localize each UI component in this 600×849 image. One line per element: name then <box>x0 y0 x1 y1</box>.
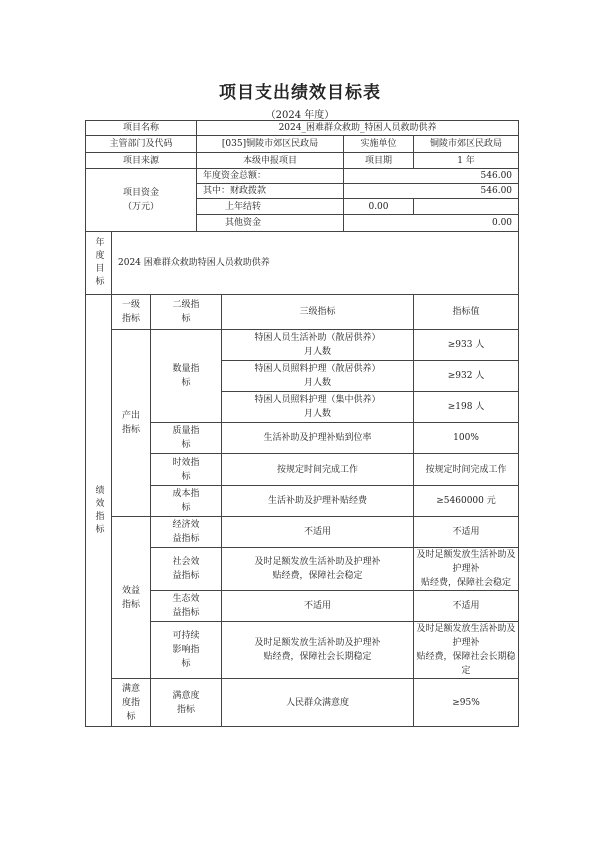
funds-row-value: 0.00 <box>344 199 414 215</box>
value-header: 指标值 <box>414 295 519 330</box>
output-label: 产出 指标 <box>112 330 151 517</box>
indicator-name: 及时足额发放生活补助及护理补 贴经费，保障社会稳定 <box>222 548 414 591</box>
satisfaction-sub-label: 满意度 指标 <box>151 679 222 727</box>
level3-header: 三级指标 <box>222 295 414 330</box>
indicator-name: 不适用 <box>222 591 414 622</box>
indicator-value: ≥95% <box>414 679 519 727</box>
time-label: 时效指 标 <box>151 454 222 486</box>
indicator-value: 不适用 <box>414 591 519 622</box>
project-name-value: 2024_困难群众救助_特困人员救助供养 <box>197 121 519 136</box>
benefit-label: 效益 指标 <box>112 517 151 679</box>
quantity-label: 数量指 标 <box>151 330 222 423</box>
dept-value: [035]铜陵市郊区民政局 <box>197 136 344 153</box>
funds-row-value: 546.00 <box>344 169 519 184</box>
source-value: 本级申报项目 <box>197 153 344 169</box>
satisfaction-label: 满意 度指 标 <box>112 679 151 727</box>
page-title: 项目支出绩效目标表 <box>219 83 381 103</box>
indicator-name: 按规定时间完成工作 <box>222 454 414 486</box>
indicators-section-label: 绩效指标 <box>86 295 112 727</box>
indicator-value: ≥5460000 元 <box>414 486 519 517</box>
indicator-name: 生活补助及护理补贴到位率 <box>222 423 414 454</box>
performance-table <box>85 120 519 727</box>
impl-value: 铜陵市郊区民政局 <box>414 136 519 153</box>
level2-header: 二级指 标 <box>151 295 222 330</box>
indicator-value: ≥198 人 <box>414 392 519 423</box>
cost-label: 成本指 标 <box>151 486 222 517</box>
dept-label: 主管部门及代码 <box>86 136 197 153</box>
page-subtitle: （2024 年度） <box>265 110 335 121</box>
social-label: 社会效 益指标 <box>151 548 222 591</box>
funds-row-label: 上年结转 <box>197 199 344 215</box>
period-value: 1 年 <box>414 153 519 169</box>
indicator-name: 特困人员生活补助（散居供养） 月人数 <box>222 330 414 361</box>
indicator-value: 100% <box>414 423 519 454</box>
annual-goal-text: 2024 困难群众救助特困人员救助供养 <box>112 232 519 295</box>
impl-label: 实施单位 <box>344 136 414 153</box>
indicator-value: 及时足额发放生活补助及护理补 贴经费，保障社会稳定 <box>414 548 519 591</box>
period-label: 项目期 <box>344 153 414 169</box>
indicator-name: 不适用 <box>222 517 414 548</box>
funds-row-label: 其中：财政拨款 <box>197 184 344 199</box>
indicator-value: ≥932 人 <box>414 361 519 392</box>
economic-label: 经济效 益指标 <box>151 517 222 548</box>
indicator-name: 特困人员照料护理（散居供养） 月人数 <box>222 361 414 392</box>
indicator-name: 特困人员照料护理（集中供养） 月人数 <box>222 392 414 423</box>
funds-row-value: 546.00 <box>344 184 519 199</box>
indicator-value: 按规定时间完成工作 <box>414 454 519 486</box>
eco-label: 生态效 益指标 <box>151 591 222 622</box>
annual-goal-label: 年度目标 <box>86 232 112 295</box>
indicator-name: 人民群众满意度 <box>222 679 414 727</box>
level1-header: 一级 指标 <box>112 295 151 330</box>
project-name-label: 项目名称 <box>86 121 197 136</box>
indicator-value: 及时足额发放生活补助及护理补 贴经费，保障社会长期稳定 <box>414 622 519 679</box>
funds-row-value: 0.00 <box>344 215 519 232</box>
indicator-value: 不适用 <box>414 517 519 548</box>
quality-label: 质量指 标 <box>151 423 222 454</box>
funds-row-label: 年度资金总额： <box>197 169 344 184</box>
funds-label: 项目资金 （万元） <box>86 169 197 232</box>
funds-row-label: 其他资金 <box>197 215 344 232</box>
indicator-name: 及时足额发放生活补助及护理补 贴经费，保障社会长期稳定 <box>222 622 414 679</box>
sustain-label: 可持续 影响指 标 <box>151 622 222 679</box>
indicator-value: ≥933 人 <box>414 330 519 361</box>
indicator-name: 生活补助及护理补贴经费 <box>222 486 414 517</box>
source-label: 项目来源 <box>86 153 197 169</box>
